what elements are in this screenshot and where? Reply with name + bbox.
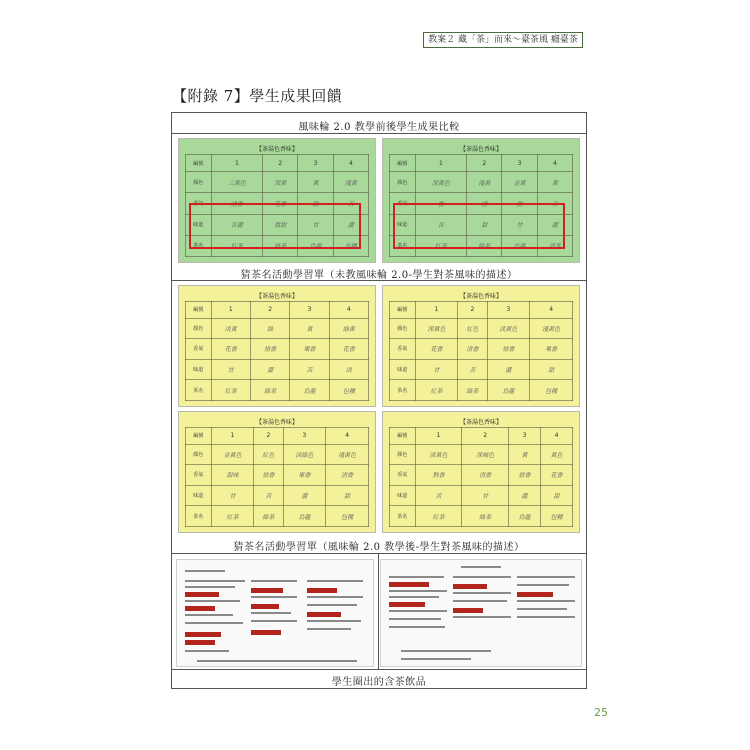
divider (172, 553, 586, 554)
worksheet-after-2 (382, 285, 580, 407)
appendix-title: 【附錄 7】學生成果回饋 (172, 87, 343, 105)
caption-before: 猜茶名活動學習單（未教風味輪 2.0-學生對茶風味的描述） (240, 270, 518, 281)
worksheet-heading: 【茶湯色香味】 (459, 293, 502, 300)
worksheet-table: 編號 1 2 3 4 顏色 淡黃色 深褐色 黃 黃色 香氣 熟香 清香 焙香 花香 味道 苦 甘 澀 甜 茶名 紅茶 綠茶 烏龍 包種 (389, 427, 573, 527)
worksheet-heading: 【茶湯色香味】 (255, 419, 298, 426)
worksheet-after-4 (382, 411, 580, 533)
worksheet-table: 編號 1 2 3 4 顏色 深黃色 紅色 淡黃色 淺黃色 香氣 花香 清香 焙香 果香 味道 甘 苦 澀 甜 茶名 紅茶 綠茶 烏龍 包種 (389, 301, 573, 401)
section-title: 風味輪 2.0 教學前後學生成果比較 (298, 122, 460, 133)
results-figure-frame (171, 112, 587, 689)
worksheet-before-left (178, 138, 376, 263)
worksheet-heading: 【茶湯色香味】 (255, 293, 298, 300)
worksheet-table: 編號 1 2 3 4 顏色 深黃色 淺黃 金黃 黃 香氣 香 清 甜 苦 味道 苦 甜 甘 澀 茶名 紅茶 綠茶 烏龍 清茶 (389, 154, 573, 257)
drink-menu-left (176, 559, 374, 667)
worksheet-after-1 (178, 285, 376, 407)
worksheet-heading: 【茶湯色香味】 (255, 146, 298, 153)
worksheet-heading: 【茶湯色香味】 (459, 419, 502, 426)
caption-menu: 學生圈出的含茶飲品 (331, 677, 427, 688)
caption-after: 猜茶名活動學習單（風味輪 2.0 教學後-學生對茶風味的描述） (233, 542, 525, 553)
divider (172, 280, 586, 281)
worksheet-table: 編號 1 2 3 4 顏色 三黃色 深黃 黃 淺黃 香氣 清香 花香 甜 苦 味道 苦澀 微甜 甘 澀 茶名 紅茶 綠茶 烏龍 包種 (185, 154, 369, 257)
drink-menu-right (380, 559, 582, 667)
divider (172, 669, 586, 670)
worksheet-after-3 (178, 411, 376, 533)
divider (172, 133, 586, 134)
highlight-box (189, 203, 361, 249)
divider (378, 553, 379, 669)
worksheet-table: 編號 1 2 3 4 顏色 金黃色 紅色 淡綠色 淺黃色 香氣 甜味 焙香 果香 清香 味道 甘 苦 澀 甜 茶名 紅茶 綠茶 烏龍 包種 (185, 427, 369, 527)
worksheet-table: 編號 1 2 3 4 顏色 淡黃 綠 黃 綠黃 香氣 花香 焙香 果香 花香 味道 甘 澀 苦 淡 茶名 紅茶 綠茶 烏龍 包種 (185, 301, 369, 401)
chapter-header-tag: 教案２ 藏「茶」而來～臺茶風 癮臺茶 (423, 32, 583, 48)
highlight-box (393, 203, 565, 249)
worksheet-heading: 【茶湯色香味】 (459, 146, 502, 153)
page-number: 25 (594, 706, 608, 719)
worksheet-before-right (382, 138, 580, 263)
